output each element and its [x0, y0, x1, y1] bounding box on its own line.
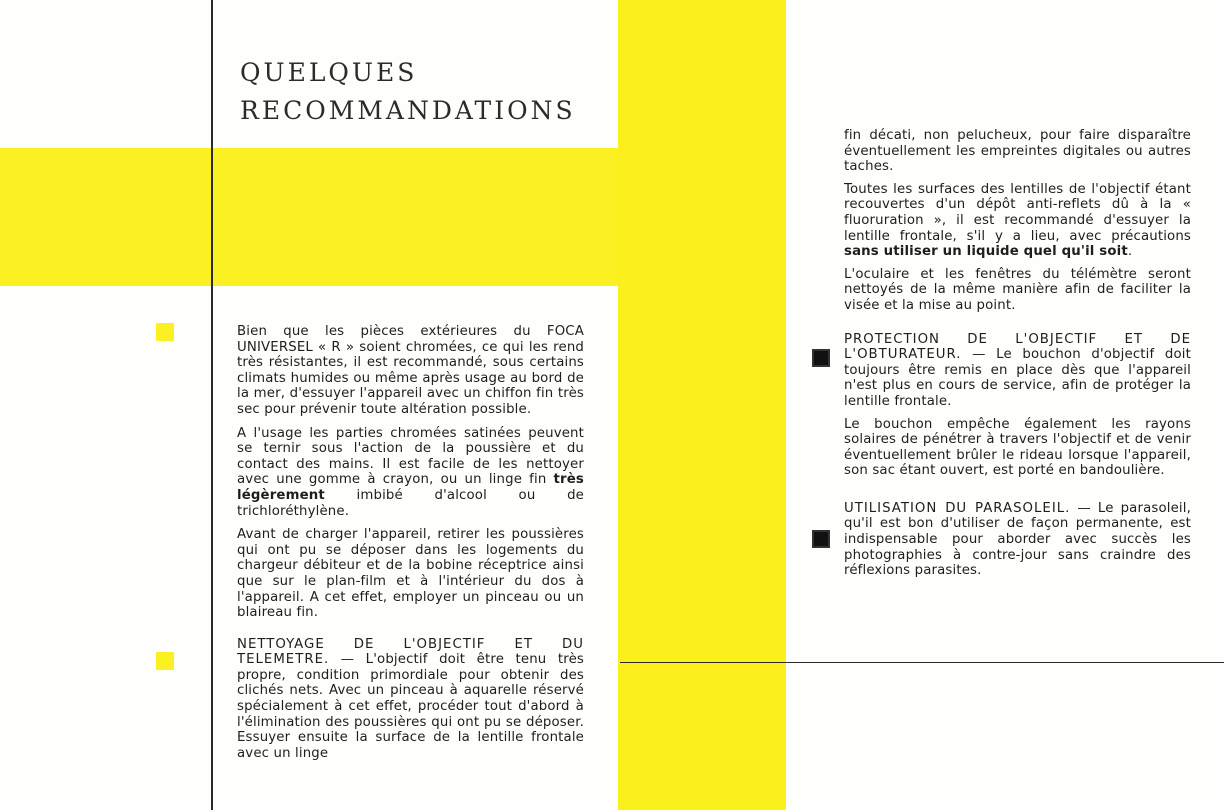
section-lens-hood — [844, 501, 1191, 579]
vertical-rule — [211, 0, 213, 810]
section-lens-protection-text: Le bouchon d'objectif doit toujours être remis en place dès que l'appareil n'est plus en cours de service, afin de protéger la lentille frontale. — [844, 347, 1191, 409]
paragraph-satin-parts-bold: très légèrement — [237, 472, 584, 503]
paragraph-lens-cap: Le bouchon empêche également les rayons solaires de pénétrer à travers l'objectif et de venir éventuellement brûler le rideau lorsque l'appareil, son sac étant ouvert, est porté en bandoulière. — [844, 416, 1191, 479]
section-lens-protection-heading: PROTECTION DE L'OBJECTIF ET DE L'OBTURATEUR. — [844, 331, 1191, 363]
yellow-strip-center — [618, 0, 786, 810]
right-column — [844, 128, 1191, 586]
horizontal-rule — [620, 662, 1224, 663]
section-marker-yellow-2 — [156, 652, 174, 670]
section-lens-hood-heading: UTILISATION DU PARASOLEIL. — [844, 500, 1071, 516]
section-lens-cleaning-heading: NETTOYAGE DE L'OBJECTIF ET DU TELEMETRE. — [237, 636, 584, 668]
paragraph-coating — [844, 182, 1191, 260]
paragraph-coating-text-2: . — [1127, 244, 1133, 260]
page-title-line-2: RECOMMANDATIONS — [240, 96, 576, 125]
page-title-line-1: QUELQUES — [240, 58, 418, 87]
left-column — [237, 324, 584, 769]
yellow-band-left — [0, 148, 618, 286]
paragraph-eyepiece: L'oculaire et les fenêtres du télémètre seront nettoyés de la même manière afin de faciliter la visée et la mise au point. — [844, 266, 1191, 313]
section-marker-yellow-1 — [156, 323, 174, 341]
section-marker-dark-1 — [812, 349, 830, 367]
section-marker-dark-2 — [812, 530, 830, 548]
section-lens-cleaning-dash: — — [329, 652, 366, 668]
paragraph-coating-bold: sans utiliser un liquide quel qu'il soit — [844, 244, 1128, 260]
paragraph-loading: Avant de charger l'appareil, retirer les poussières qui ont pu se déposer dans les logements du chargeur débiteur et de la bobine réceptrice ainsi que sur le plan-film et à l'intérieur du dos à l'appareil. A cet effet, employer un pinceau ou un blaireau fin. — [237, 527, 584, 621]
paragraph-satin-parts — [237, 426, 584, 520]
page-title — [240, 54, 576, 130]
section-lens-hood-text: Le parasoleil, qu'il est bon d'utiliser de façon permanente, est indispensable pour aborder avec succès les photographies à contre-jour sans craindre des réflexions parasites. — [844, 500, 1191, 579]
section-lens-protection — [844, 332, 1191, 410]
paragraph-chrome-care: Bien que les pièces extérieures du FOCA UNIVERSEL « R » soient chromées, ce qui les rend très résistantes, il est recommandé, sous certains climats humides ou même après usage au bord de la mer, d'essuyer l'appareil avec un chiffon fin très sec pour prévenir toute altération possible. — [237, 324, 584, 417]
paragraph-lint-free: fin décati, non pelucheux, pour faire disparaître éventuellement les empreintes digitales ou autres taches. — [844, 128, 1191, 175]
paragraph-coating-text-1: Toutes les surfaces des lentilles de l'objectif étant recouvertes d'un dépôt anti-reflets dû à la « fluoruration », il est recommandé d'essuyer la lentille frontale, s'il y a lieu, avec précautions — [844, 181, 1191, 244]
paragraph-satin-parts-text-1: A l'usage les parties chromées satinées peuvent se ternir sous l'action de la poussière et du contact des mains. Il est facile de les nettoyer avec une gomme à crayon, ou un linge fin — [237, 425, 584, 488]
section-lens-cleaning-text: L'objectif doit être tenu très propre, condition primordiale pour obtenir des clichés nets. Avec un pinceau à aquarelle réservé spécialement à cet effet, procéder tout d'abord à l'élimination des poussières qui ont pu se déposer. Essuyer ensuite la surface de la lentille frontale avec un linge — [237, 652, 584, 761]
section-lens-protection-dash: — — [961, 347, 997, 363]
section-lens-cleaning — [237, 637, 584, 762]
paragraph-satin-parts-text-2: imbibé d'alcool ou de trichloréthylène. — [237, 487, 584, 519]
section-lens-hood-dash: — — [1070, 500, 1098, 516]
